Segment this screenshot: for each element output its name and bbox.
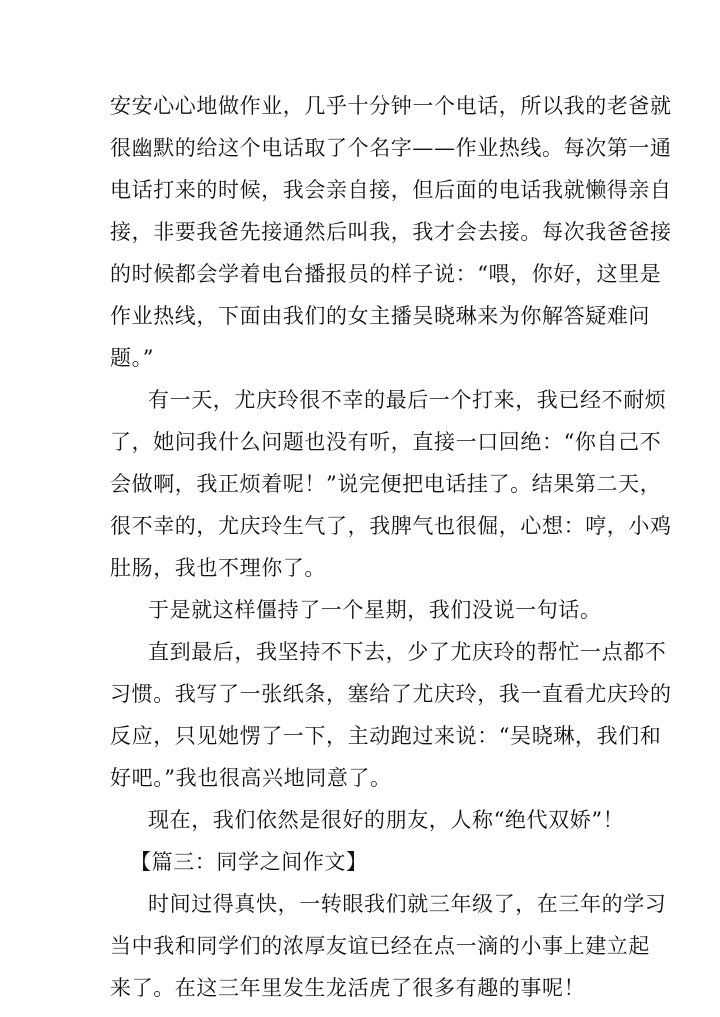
- text-line: 作业热线，下面由我们的女主播吴晓琳来为你解答疑难问: [110, 304, 650, 328]
- section-heading: 【篇三：同学之间作文】: [130, 850, 368, 874]
- paragraph-start-line: 有一天，尤庆玲很不幸的最后一个打来，我已经不耐烦: [148, 388, 667, 412]
- paragraph-start-line: 于是就这样僵持了一个星期，我们没说一句话。: [148, 598, 602, 622]
- text-line: 电话打来的时候，我会亲自接，但后面的电话我就懒得亲自: [110, 178, 672, 202]
- text-line: 的时候都会学着电台播报员的样子说：“喂，你好，这里是: [110, 262, 662, 286]
- text-line: 很幽默的给这个电话取了个名字——作业热线。每次第一通: [110, 136, 672, 160]
- paragraph-start-line: 时间过得真快，一转眼我们就三年级了，在三年的学习: [148, 892, 667, 916]
- text-line: 接，非要我爸先接通然后叫我，我才会去接。每次我爸爸接: [110, 220, 672, 244]
- text-line: 好吧。”我也很高兴地同意了。: [110, 766, 392, 790]
- text-line: 安安心心地做作业，几乎十分钟一个电话，所以我的老爸就: [110, 94, 672, 118]
- text-line: 肚肠，我也不理你了。: [110, 556, 326, 580]
- paragraph-start-line: 直到最后，我坚持不下去，少了尤庆玲的帮忙一点都不: [148, 640, 667, 664]
- paragraph-start-line: 现在，我们依然是很好的朋友，人称“绝代双娇”！: [148, 808, 625, 832]
- text-line: 题。”: [110, 346, 155, 370]
- text-line: 来了。在这三年里发生龙活虎了很多有趣的事呢！: [110, 976, 586, 1000]
- text-line: 会做啊，我正烦着呢！”说完便把电话挂了。结果第二天，: [110, 472, 662, 496]
- text-line: 了，她问我什么问题也没有听，直接一口回绝：“你自己不: [110, 430, 662, 454]
- text-line: 很不幸的，尤庆玲生气了，我脾气也很倔，心想：哼，小鸡: [110, 514, 672, 538]
- text-line: 当中我和同学们的浓厚友谊已经在点一滴的小事上建立起: [110, 934, 650, 958]
- text-line: 习惯。我写了一张纸条，塞给了尤庆玲，我一直看尤庆玲的: [110, 682, 672, 706]
- text-line: 反应，只见她愣了一下，主动跑过来说：“吴晓琳，我们和: [110, 724, 662, 748]
